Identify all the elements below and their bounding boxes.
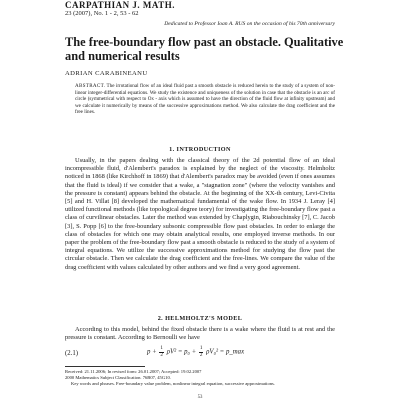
- equation-number: (2.1): [65, 350, 79, 357]
- equation-body: [147, 346, 244, 358]
- journal-header: [65, 0, 175, 18]
- journal-volume: 23 (2007), No. 1 - 2, 53 - 62: [65, 10, 139, 17]
- fraction-numerator: 1: [199, 345, 203, 351]
- section-heading-helmholtz: 2. HELMHOLTZ'S MODEL: [157, 315, 243, 322]
- introduction-paragraph: Usually, in the papers dealing with the classical theory of the 2d potential flow of an ideal incompressible fluid, d'Alembert's paradox is explained by the neglect of the viscosity. Helmholtz noticed in 1868 (like Kirchhoff in 1869) that d'Alembert's paradox may be avoided (even if ones assumes that the fluid is ideal) if we consider that a wake, a "stagnation zone" (where the velocity vanishes and the pressure is constant) appears behind the obstacle. At the beginning of the XX-th century, Levi-Civita [5] and H. Villat [8] developed the mathematical fundamental of the wake flow. In 1934 J. Leray [4] utilized functional methods (like topological degree teory) for investigating the free-boundary flow past a class of curvilinear obstacles. Later the method was extended by Chaplygin, Riabouchinsky [7], C. Jacob [3], S. Popp [6] to the free-boundary subsonic compressible flow past obstacles. In order to enlarge the class of obstacles for which one may obtain analytical results, one employed inverse methods. In our paper the problem of the free-boundary flow past a smooth obstacle is reduced to the study of a system of integral equations. We utilize the successive approximations method for studying the flow past the circular obstacle. Then we calculate the drag coefficient and the free-lines. We compare the value of the drag coefficient with values calculated by other authors and we find a very good agreement.: [65, 157, 335, 271]
- abstract: [75, 83, 335, 116]
- fraction-numerator: 1: [160, 345, 163, 351]
- paper-title: The free-boundary flow past an obstacle. Qualitative and numerical results: [65, 35, 344, 63]
- fraction-denominator: 2: [160, 351, 163, 358]
- abstract-label: ABSTRACT.: [75, 83, 106, 89]
- section-heading-introduction: 1. INTRODUCTION: [169, 146, 231, 153]
- footnote-dates: Received: 21.11.2006; In revised form: 26.01.2007; Accepted: 19.02.2007: [65, 369, 202, 374]
- footnote-keywords: Key words and phrases. Free-boundary value problem, nonlinear integral equation, successive approximations.: [71, 380, 275, 386]
- fraction-one-half-right: [199, 346, 204, 358]
- equation-p-term: p +: [147, 348, 157, 356]
- helmholtz-paragraph: According to this model, behind the fixed obstacle there is a wake where the fluid is at rest and the pressure is constant. According to Bernoulli we have: [65, 326, 335, 342]
- author: ADRIAN CARABINEANU: [65, 70, 148, 77]
- equation-right-term: ρV₀² = p_max: [206, 348, 245, 356]
- footnote-msc: 2000 Mathematics Subject Classification. 76B07, 45G10.: [65, 374, 171, 380]
- journal-name: CARPATHIAN J. MATH.: [65, 0, 175, 10]
- page-number: 53: [197, 395, 203, 400]
- footnotes: [65, 369, 335, 387]
- abstract-text: The irrotational flow of an ideal fluid past a smooth obstacle is reduced herein to the study of a system of non-linear integer-differential equations. We study the existence and uniqueness of the solution in case that the obstacle is an arc of circle (symmetrical with respect to Ox - axis which is assumed to have the direction of the fluid flow at infinity upstream) and we calculate it numerically by means of the successive approximations method. We also calculate the drag coefficient and the free lines.: [75, 83, 335, 116]
- footnote-divider: [65, 366, 145, 367]
- fraction-one-half-left: [159, 346, 164, 358]
- dedication: Dedicated to Professor Ioan A. RUS on the occasion of his 70th anniversary: [164, 21, 335, 27]
- equation-2-1: [65, 346, 335, 362]
- fraction-denominator: 2: [199, 351, 203, 358]
- equation-middle-term: ρV² = p₀ +: [166, 348, 197, 356]
